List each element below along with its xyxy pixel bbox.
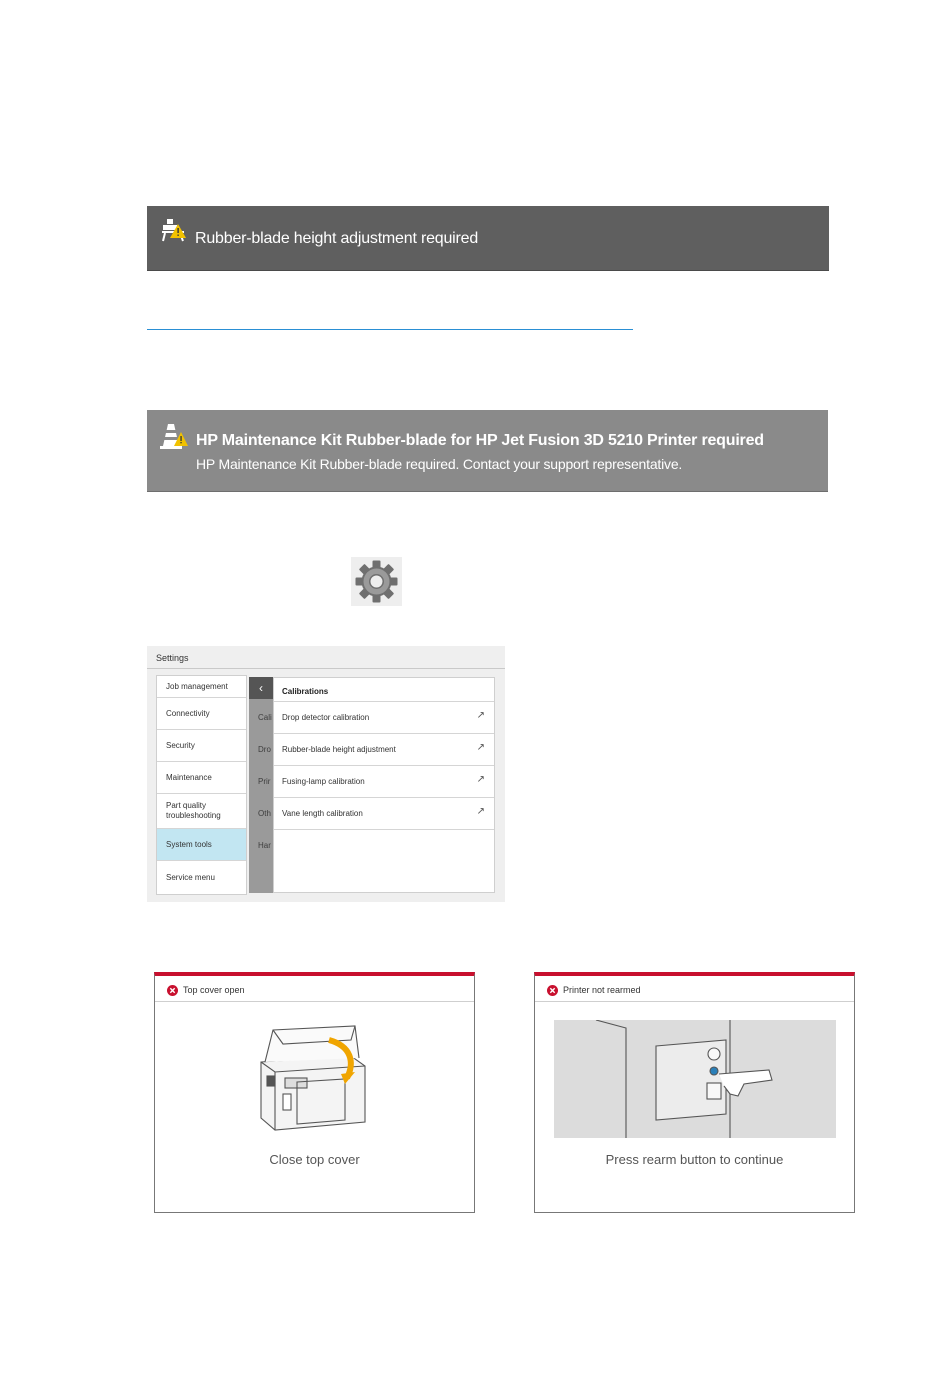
rearm-button-illustration <box>554 1020 836 1138</box>
calibration-row-vane-length[interactable] <box>274 797 494 830</box>
back-button[interactable] <box>249 677 273 699</box>
menu-item-label: Service menu <box>166 872 215 882</box>
dialog-title: Top cover open <box>183 985 245 995</box>
menu-item-label: Job management <box>166 681 228 691</box>
settings-menu <box>156 675 247 895</box>
calibration-row-rubber-blade[interactable] <box>274 733 494 765</box>
menu-item-label: Maintenance <box>166 772 212 782</box>
submenu-item[interactable]: Cali <box>258 713 272 722</box>
settings-header <box>147 646 505 669</box>
dialog-printer-not-rearmed <box>534 972 855 1213</box>
gear-icon <box>351 557 402 606</box>
menu-item-job-management[interactable] <box>157 676 246 698</box>
system-tools-submenu <box>249 677 273 893</box>
alert-title: Rubber-blade height adjustment required <box>195 230 479 247</box>
menu-item-service-menu[interactable] <box>157 861 246 894</box>
arrow-up-right-icon: ↗ <box>476 742 485 753</box>
alert-banner-maintenance-kit <box>147 410 828 492</box>
submenu-item[interactable]: Dro <box>258 745 271 754</box>
alert-title: HP Maintenance Kit Rubber-blade for HP Jet Fusion 3D 5210 Printer required <box>196 432 764 449</box>
menu-item-connectivity[interactable] <box>157 698 246 730</box>
settings-screen <box>147 646 505 902</box>
arrow-up-right-icon: ↗ <box>476 806 485 817</box>
dialog-top-cover-open <box>154 972 475 1213</box>
menu-item-security[interactable] <box>157 730 246 762</box>
panel-title: Calibrations <box>282 687 329 696</box>
chevron-left-icon: ‹ <box>259 681 263 695</box>
arrow-up-right-icon: ↗ <box>476 774 485 785</box>
calibration-row-drop-detector[interactable] <box>274 701 494 733</box>
menu-item-label: Part quality troubleshooting <box>166 801 221 820</box>
alert-banner-blade-adjustment <box>147 206 829 271</box>
menu-item-maintenance[interactable] <box>157 762 246 794</box>
calibration-label: Drop detector calibration <box>282 713 370 722</box>
calibrations-panel <box>273 677 495 893</box>
alert-subtitle: HP Maintenance Kit Rubber-blade required. Contact your support representative. <box>196 456 683 472</box>
submenu-item[interactable]: Oth <box>258 809 271 818</box>
printer-illustration <box>255 1022 370 1134</box>
menu-item-label: Connectivity <box>166 708 210 718</box>
calibration-row-fusing-lamp[interactable] <box>274 765 494 797</box>
submenu-item[interactable]: Prir <box>258 777 271 786</box>
menu-item-system-tools[interactable] <box>157 829 246 861</box>
printer-warning-icon <box>159 216 189 246</box>
warning-cone-icon <box>159 420 189 452</box>
dialog-caption: Close top cover <box>269 1152 360 1167</box>
submenu-item[interactable]: Har <box>258 841 271 850</box>
calibration-label: Vane length calibration <box>282 809 363 818</box>
error-icon <box>547 985 558 996</box>
arrow-up-right-icon: ↗ <box>476 710 485 721</box>
settings-title: Settings <box>156 653 189 663</box>
dialog-caption: Press rearm button to continue <box>605 1152 784 1167</box>
calibration-label: Rubber-blade height adjustment <box>282 745 396 754</box>
calibration-label: Fusing-lamp calibration <box>282 777 365 786</box>
dialog-header <box>155 976 474 1002</box>
menu-item-label: System tools <box>166 839 212 849</box>
settings-gear-button[interactable] <box>351 557 402 606</box>
link-underline[interactable] <box>147 329 633 330</box>
menu-item-label: Security <box>166 740 195 750</box>
dialog-header <box>535 976 854 1002</box>
error-icon <box>167 985 178 996</box>
menu-item-part-quality-troubleshooting[interactable] <box>157 794 246 829</box>
dialog-title: Printer not rearmed <box>563 985 641 995</box>
